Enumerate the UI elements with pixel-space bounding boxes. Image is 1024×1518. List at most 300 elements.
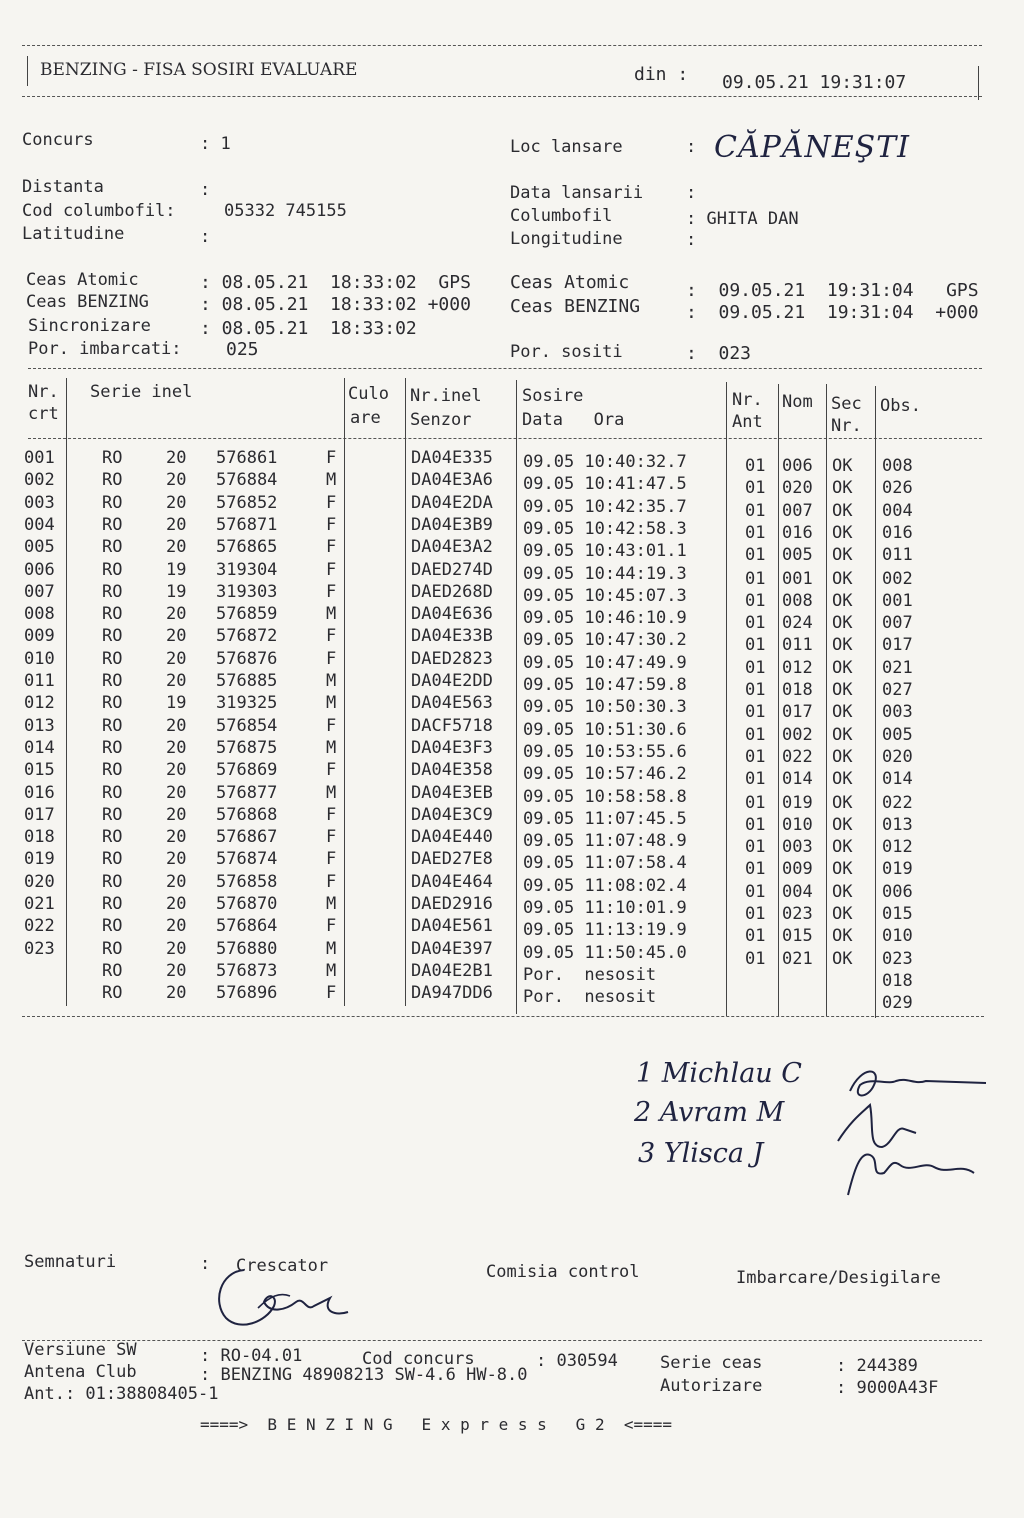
ceas-atomic-start-label: Ceas Atomic [26, 270, 139, 290]
cell-senzor: DA04E2DA [411, 493, 493, 513]
cell-senzor: DA04E33B [411, 626, 493, 646]
cell-obs: 005 [882, 725, 913, 745]
cell-sosire: 09.05 10:44:19.3 [523, 564, 687, 584]
cell-nr-crt: 015 [24, 760, 55, 780]
loc-lansare-colon: : [686, 137, 697, 157]
cell-nom: 022 [782, 747, 813, 767]
cell-sex: M [326, 961, 337, 981]
cell-tara: RO [102, 849, 123, 869]
semnaturi-label: Semnaturi [24, 1252, 117, 1272]
cell-sosire: 09.05 10:57:46.2 [523, 764, 687, 784]
cell-sec: OK [832, 859, 853, 879]
cell-sec: OK [832, 926, 853, 946]
ceas-benzing-start-label: Ceas BENZING [26, 292, 149, 312]
latitudine-value: : [200, 227, 211, 247]
crescator-label: Crescator [236, 1256, 329, 1276]
cell-sosire: 09.05 10:45:07.3 [523, 586, 687, 606]
cell-inel: 576873 [216, 961, 278, 981]
cell-sosire: 09.05 10:42:35.7 [523, 497, 687, 517]
cell-an: 20 [166, 872, 187, 892]
cell-obs: 003 [882, 702, 913, 722]
cell-inel: 576854 [216, 716, 278, 736]
cell-nom: 010 [782, 815, 813, 835]
cell-nom: 017 [782, 702, 813, 722]
cell-nom: 020 [782, 478, 813, 498]
cell-senzor: DA04E3A2 [411, 537, 493, 557]
longitudine-label: Longitudine [510, 229, 623, 249]
cell-inel: 576884 [216, 470, 278, 490]
header-nr-crt-1: Nr. [28, 382, 59, 402]
cell-inel: 576870 [216, 894, 278, 914]
cell-nr-crt: 022 [24, 916, 55, 936]
cell-an: 20 [166, 894, 187, 914]
cell-tara: RO [102, 894, 123, 914]
cell-sosire: 09.05 11:10:01.9 [523, 898, 687, 918]
cell-inel: 576852 [216, 493, 278, 513]
cell-nom: 001 [782, 569, 813, 589]
cell-sosire: 09.05 11:07:48.9 [523, 831, 687, 851]
cell-nr-crt: 010 [24, 649, 55, 669]
cell-obs: 013 [882, 815, 913, 835]
table-row [0, 649, 1024, 678]
cell-nr-ant: 01 [745, 658, 766, 678]
cell-tara: RO [102, 939, 123, 959]
cell-nr-ant: 01 [745, 882, 766, 902]
cell-sex: F [326, 849, 337, 869]
cell-nom: 003 [782, 837, 813, 857]
longitudine-value: : [686, 230, 697, 250]
loc-lansare-label: Loc lansare [510, 137, 623, 157]
cell-obs: 006 [882, 882, 913, 902]
cell-obs: 029 [882, 993, 913, 1013]
cell-inel: 576877 [216, 783, 278, 803]
table-row [0, 939, 1024, 969]
cell-obs: 007 [882, 613, 913, 633]
cell-obs: 002 [882, 569, 913, 589]
header-serie-inel: Serie inel [90, 382, 193, 402]
table-row [0, 582, 1024, 611]
table-row [0, 560, 1024, 589]
cod-columbofil-label: Cod columbofil: [22, 201, 176, 221]
table-row [0, 470, 1024, 498]
ceas-benzing-end-value: : 09.05.21 19:31:04 +000 [686, 302, 979, 323]
cell-obs: 018 [882, 971, 913, 991]
cell-obs: 021 [882, 658, 913, 678]
header-obs: Obs. [880, 396, 921, 416]
cell-sex: F [326, 493, 337, 513]
cell-sex: M [326, 939, 337, 959]
cell-sosire: 09.05 10:40:32.7 [523, 452, 687, 472]
cell-senzor: DAED2916 [411, 894, 493, 914]
cell-sosire: 09.05 11:13:19.9 [523, 920, 687, 940]
cell-tara: RO [102, 537, 123, 557]
cell-sec: OK [832, 501, 853, 521]
table-row [0, 805, 1024, 835]
cell-sosire: 09.05 10:47:30.2 [523, 630, 687, 650]
cell-tara: RO [102, 693, 123, 713]
cell-sosire: 09.05 10:47:49.9 [523, 653, 687, 673]
cell-senzor: DA04E3EB [411, 783, 493, 803]
cell-sex: F [326, 983, 337, 1003]
table-row [0, 738, 1024, 767]
header-sec-2: Nr. [831, 416, 862, 436]
cell-senzor: DACF5718 [411, 716, 493, 736]
table-row [0, 849, 1024, 879]
cell-nr-crt: 005 [24, 537, 55, 557]
cell-sex: F [326, 582, 337, 602]
header-nom: Nom [782, 392, 813, 412]
cell-an: 20 [166, 827, 187, 847]
table-row [0, 448, 1024, 476]
cell-an: 19 [166, 582, 187, 602]
antena-club-value: : BENZING 48908213 SW-4.6 HW-8.0 [200, 1365, 528, 1385]
cell-senzor: DA04E397 [411, 939, 493, 959]
cell-inel: 576874 [216, 849, 278, 869]
cell-sec: OK [832, 702, 853, 722]
cell-inel: 576871 [216, 515, 278, 535]
autorizare-value: : 9000A43F [836, 1378, 939, 1398]
cell-inel: 576875 [216, 738, 278, 758]
table-row [0, 716, 1024, 745]
cell-tara: RO [102, 916, 123, 936]
cell-inel: 576896 [216, 983, 278, 1003]
cell-nr-crt: 011 [24, 671, 55, 691]
ceas-atomic-start-value: : 08.05.21 18:33:02 GPS [200, 272, 471, 293]
cell-senzor: DA04E3F3 [411, 738, 493, 758]
cell-inel: 576868 [216, 805, 278, 825]
table-row [0, 783, 1024, 813]
cod-columbofil-value: 05332 745155 [224, 201, 347, 221]
cell-tara: RO [102, 872, 123, 892]
header-sec-1: Sec [831, 394, 862, 414]
header-senzor: Senzor [410, 410, 472, 430]
cell-an: 20 [166, 716, 187, 736]
cell-sosire: 09.05 10:47:59.8 [523, 675, 687, 695]
cell-tara: RO [102, 626, 123, 646]
cell-an: 20 [166, 470, 187, 490]
cell-nom: 008 [782, 591, 813, 611]
cell-obs: 014 [882, 769, 913, 789]
cell-tara: RO [102, 671, 123, 691]
cell-an: 20 [166, 515, 187, 535]
cell-inel: 576858 [216, 872, 278, 892]
cell-sec: OK [832, 904, 853, 924]
brand-footer: ====> B E N Z I N G E x p r e s s G 2 <==== [200, 1415, 673, 1434]
cell-nom: 007 [782, 501, 813, 521]
cell-inel: 576867 [216, 827, 278, 847]
cell-an: 20 [166, 671, 187, 691]
cell-nr-ant: 01 [745, 949, 766, 969]
cell-nom: 005 [782, 545, 813, 565]
table-row [0, 693, 1024, 722]
cell-an: 20 [166, 805, 187, 825]
cell-sex: M [326, 894, 337, 914]
cell-sex: M [326, 693, 337, 713]
cell-senzor: DA04E3B9 [411, 515, 493, 535]
cell-sex: M [326, 783, 337, 803]
cell-nr-ant: 01 [745, 815, 766, 835]
cell-nr-crt: 013 [24, 716, 55, 736]
cell-nom: 019 [782, 793, 813, 813]
table-row [0, 515, 1024, 543]
cell-an: 20 [166, 916, 187, 936]
cell-nr-ant: 01 [745, 501, 766, 521]
cell-sec: OK [832, 545, 853, 565]
cell-senzor: DAED2823 [411, 649, 493, 669]
cell-obs: 011 [882, 545, 913, 565]
cell-inel: 576864 [216, 916, 278, 936]
cell-sex: F [326, 760, 337, 780]
data-lansarii-label: Data lansarii [510, 183, 644, 203]
table-row [0, 961, 1024, 991]
cell-sosire: 09.05 11:50:45.0 [523, 943, 687, 963]
cell-an: 20 [166, 604, 187, 624]
por-imbarcati-label: Por. imbarcati: [28, 339, 182, 359]
cell-inel: 576885 [216, 671, 278, 691]
cell-nr-ant: 01 [745, 635, 766, 655]
cell-nr-ant: 01 [745, 456, 766, 476]
antenna-id: Ant.: 01:38808405-1 [24, 1384, 219, 1404]
cell-sec: OK [832, 680, 853, 700]
cell-obs: 017 [882, 635, 913, 655]
versiune-sw-value: : RO-04.01 [200, 1346, 303, 1366]
cell-sosire: 09.05 10:46:10.9 [523, 608, 687, 628]
cell-tara: RO [102, 649, 123, 669]
cell-nom: 023 [782, 904, 813, 924]
cell-sec: OK [832, 569, 853, 589]
cell-obs: 023 [882, 949, 913, 969]
cell-senzor: DAED274D [411, 560, 493, 580]
cell-tara: RO [102, 493, 123, 513]
committee-signatures [830, 1055, 1000, 1205]
cell-an: 19 [166, 693, 187, 713]
cell-nom: 014 [782, 769, 813, 789]
cell-senzor: DA04E2DD [411, 671, 493, 691]
cell-nr-ant: 01 [745, 793, 766, 813]
header-nr-ant-1: Nr. [732, 390, 763, 410]
cell-nr-crt: 023 [24, 939, 55, 959]
cell-nom: 021 [782, 949, 813, 969]
table-row [0, 493, 1024, 521]
cell-an: 20 [166, 537, 187, 557]
columbofil-value: : GHITA DAN [686, 209, 799, 229]
cell-tara: RO [102, 961, 123, 981]
cell-nr-ant: 01 [745, 702, 766, 722]
table-row [0, 671, 1024, 700]
cell-nr-ant: 01 [745, 926, 766, 946]
committee-member-1: 1 Michlau C [636, 1058, 802, 1089]
cell-nr-crt: 004 [24, 515, 55, 535]
cell-nr-ant: 01 [745, 747, 766, 767]
ceas-benzing-start-value: : 08.05.21 18:33:02 +000 [200, 294, 471, 315]
cell-nr-crt: 006 [24, 560, 55, 580]
cell-an: 20 [166, 783, 187, 803]
header-culoare-1: Culo [348, 384, 389, 404]
cell-nom: 009 [782, 859, 813, 879]
loc-lansare-value: CĂPĂNEŞTI [714, 130, 911, 165]
cell-sex: F [326, 827, 337, 847]
cell-nr-crt: 008 [24, 604, 55, 624]
concurs-value: : 1 [200, 134, 231, 154]
cell-sex: F [326, 537, 337, 557]
cell-sec: OK [832, 837, 853, 857]
cell-inel: 576869 [216, 760, 278, 780]
autorizare-label: Autorizare [660, 1376, 763, 1396]
cell-an: 20 [166, 939, 187, 959]
cell-sex: F [326, 515, 337, 535]
cell-nr-ant: 01 [745, 545, 766, 565]
latitudine-label: Latitudine [22, 224, 125, 244]
cell-senzor: DA04E561 [411, 916, 493, 936]
header-nr-ant-2: Ant [732, 412, 763, 432]
cell-senzor: DA04E2B1 [411, 961, 493, 981]
cell-sec: OK [832, 882, 853, 902]
serie-ceas-label: Serie ceas [660, 1353, 763, 1373]
cell-tara: RO [102, 470, 123, 490]
distanta-value: : [200, 180, 211, 200]
cell-sosire: 09.05 10:41:47.5 [523, 474, 687, 494]
cell-inel: 576876 [216, 649, 278, 669]
cell-nr-crt: 007 [24, 582, 55, 602]
cell-sex: M [326, 671, 337, 691]
header-nr-crt-2: crt [28, 404, 59, 424]
ceas-atomic-end-label: Ceas Atomic [510, 272, 630, 293]
cell-sosire: Por. nesosit [523, 987, 657, 1007]
sincronizare-label: Sincronizare [28, 316, 151, 336]
cell-tara: RO [102, 783, 123, 803]
cell-obs: 012 [882, 837, 913, 857]
cell-sex: F [326, 649, 337, 669]
cell-an: 20 [166, 448, 187, 468]
cell-nr-ant: 01 [745, 859, 766, 879]
cell-nr-crt: 014 [24, 738, 55, 758]
table-row [0, 537, 1024, 565]
cell-sosire: 09.05 10:43:01.1 [523, 541, 687, 561]
cell-nr-crt: 012 [24, 693, 55, 713]
cell-nr-crt: 016 [24, 783, 55, 803]
cod-concurs-value: : 030594 [536, 1351, 618, 1371]
cell-an: 20 [166, 649, 187, 669]
cell-an: 20 [166, 983, 187, 1003]
distanta-label: Distanta [22, 177, 104, 197]
cell-sec: OK [832, 658, 853, 678]
por-imbarcati-value: 025 [226, 339, 259, 360]
table-row [0, 872, 1024, 902]
cell-nr-ant: 01 [745, 904, 766, 924]
cell-an: 19 [166, 560, 187, 580]
cell-sosire: 09.05 10:42:58.3 [523, 519, 687, 539]
cell-nr-ant: 01 [745, 613, 766, 633]
cell-obs: 022 [882, 793, 913, 813]
cell-sex: F [326, 448, 337, 468]
cell-sex: F [326, 916, 337, 936]
cell-obs: 019 [882, 859, 913, 879]
table-row [0, 626, 1024, 655]
cell-senzor: DA04E563 [411, 693, 493, 713]
cell-sec: OK [832, 949, 853, 969]
cell-nr-ant: 01 [745, 837, 766, 857]
antena-club-label: Antena Club [24, 1362, 137, 1382]
cell-nr-ant: 01 [745, 478, 766, 498]
cell-obs: 008 [882, 456, 913, 476]
cell-tara: RO [102, 827, 123, 847]
table-row [0, 894, 1024, 924]
cell-senzor: DA04E335 [411, 448, 493, 468]
cell-sosire: 09.05 10:51:30.6 [523, 720, 687, 740]
cell-sosire: 09.05 11:07:58.4 [523, 853, 687, 873]
cell-senzor: DA04E3C9 [411, 805, 493, 825]
cell-sec: OK [832, 523, 853, 543]
cell-sec: OK [832, 613, 853, 633]
header-nr-inel: Nr.inel [410, 386, 482, 406]
cell-sec: OK [832, 725, 853, 745]
cell-sosire: 09.05 11:08:02.4 [523, 876, 687, 896]
cell-tara: RO [102, 983, 123, 1003]
table-row [0, 604, 1024, 633]
ceas-atomic-end-value: : 09.05.21 19:31:04 GPS [686, 280, 979, 301]
cell-nr-crt: 009 [24, 626, 55, 646]
cell-tara: RO [102, 738, 123, 758]
cell-inel: 319303 [216, 582, 278, 602]
cell-tara: RO [102, 805, 123, 825]
cell-inel: 576859 [216, 604, 278, 624]
cell-sosire: 09.05 11:07:45.5 [523, 809, 687, 829]
cell-nr-crt: 003 [24, 493, 55, 513]
cell-tara: RO [102, 448, 123, 468]
cell-senzor: DA04E636 [411, 604, 493, 624]
report-date-label: din : [634, 64, 689, 85]
cell-nom: 018 [782, 680, 813, 700]
cell-sec: OK [832, 478, 853, 498]
cell-senzor: DA04E358 [411, 760, 493, 780]
cell-nom: 024 [782, 613, 813, 633]
cell-sec: OK [832, 747, 853, 767]
cell-obs: 004 [882, 501, 913, 521]
committee-member-2: 2 Avram M [634, 1097, 785, 1128]
cell-nom: 006 [782, 456, 813, 476]
cell-nr-crt: 020 [24, 872, 55, 892]
cell-inel: 319304 [216, 560, 278, 580]
cell-nom: 015 [782, 926, 813, 946]
cell-senzor: DAED268D [411, 582, 493, 602]
cell-sex: F [326, 872, 337, 892]
cell-obs: 027 [882, 680, 913, 700]
cell-sec: OK [832, 591, 853, 611]
breeder-signature [210, 1262, 360, 1332]
cell-nr-crt: 002 [24, 470, 55, 490]
cell-nom: 002 [782, 725, 813, 745]
cell-inel: 576880 [216, 939, 278, 959]
cell-nr-crt: 019 [24, 849, 55, 869]
cell-an: 20 [166, 760, 187, 780]
columbofil-label: Columbofil [510, 206, 613, 226]
cell-sec: OK [832, 635, 853, 655]
cell-tara: RO [102, 716, 123, 736]
cell-sosire: Por. nesosit [523, 965, 657, 985]
cell-senzor: DA04E440 [411, 827, 493, 847]
cell-inel: 576861 [216, 448, 278, 468]
cell-tara: RO [102, 604, 123, 624]
versiune-sw-label: Versiune SW [24, 1340, 137, 1360]
header-culoare-2: are [350, 408, 381, 428]
cell-sec: OK [832, 793, 853, 813]
table-row [0, 760, 1024, 789]
cell-obs: 016 [882, 523, 913, 543]
serie-ceas-value: : 244389 [836, 1356, 918, 1376]
cell-obs: 026 [882, 478, 913, 498]
cell-nom: 016 [782, 523, 813, 543]
cell-senzor: DAED27E8 [411, 849, 493, 869]
